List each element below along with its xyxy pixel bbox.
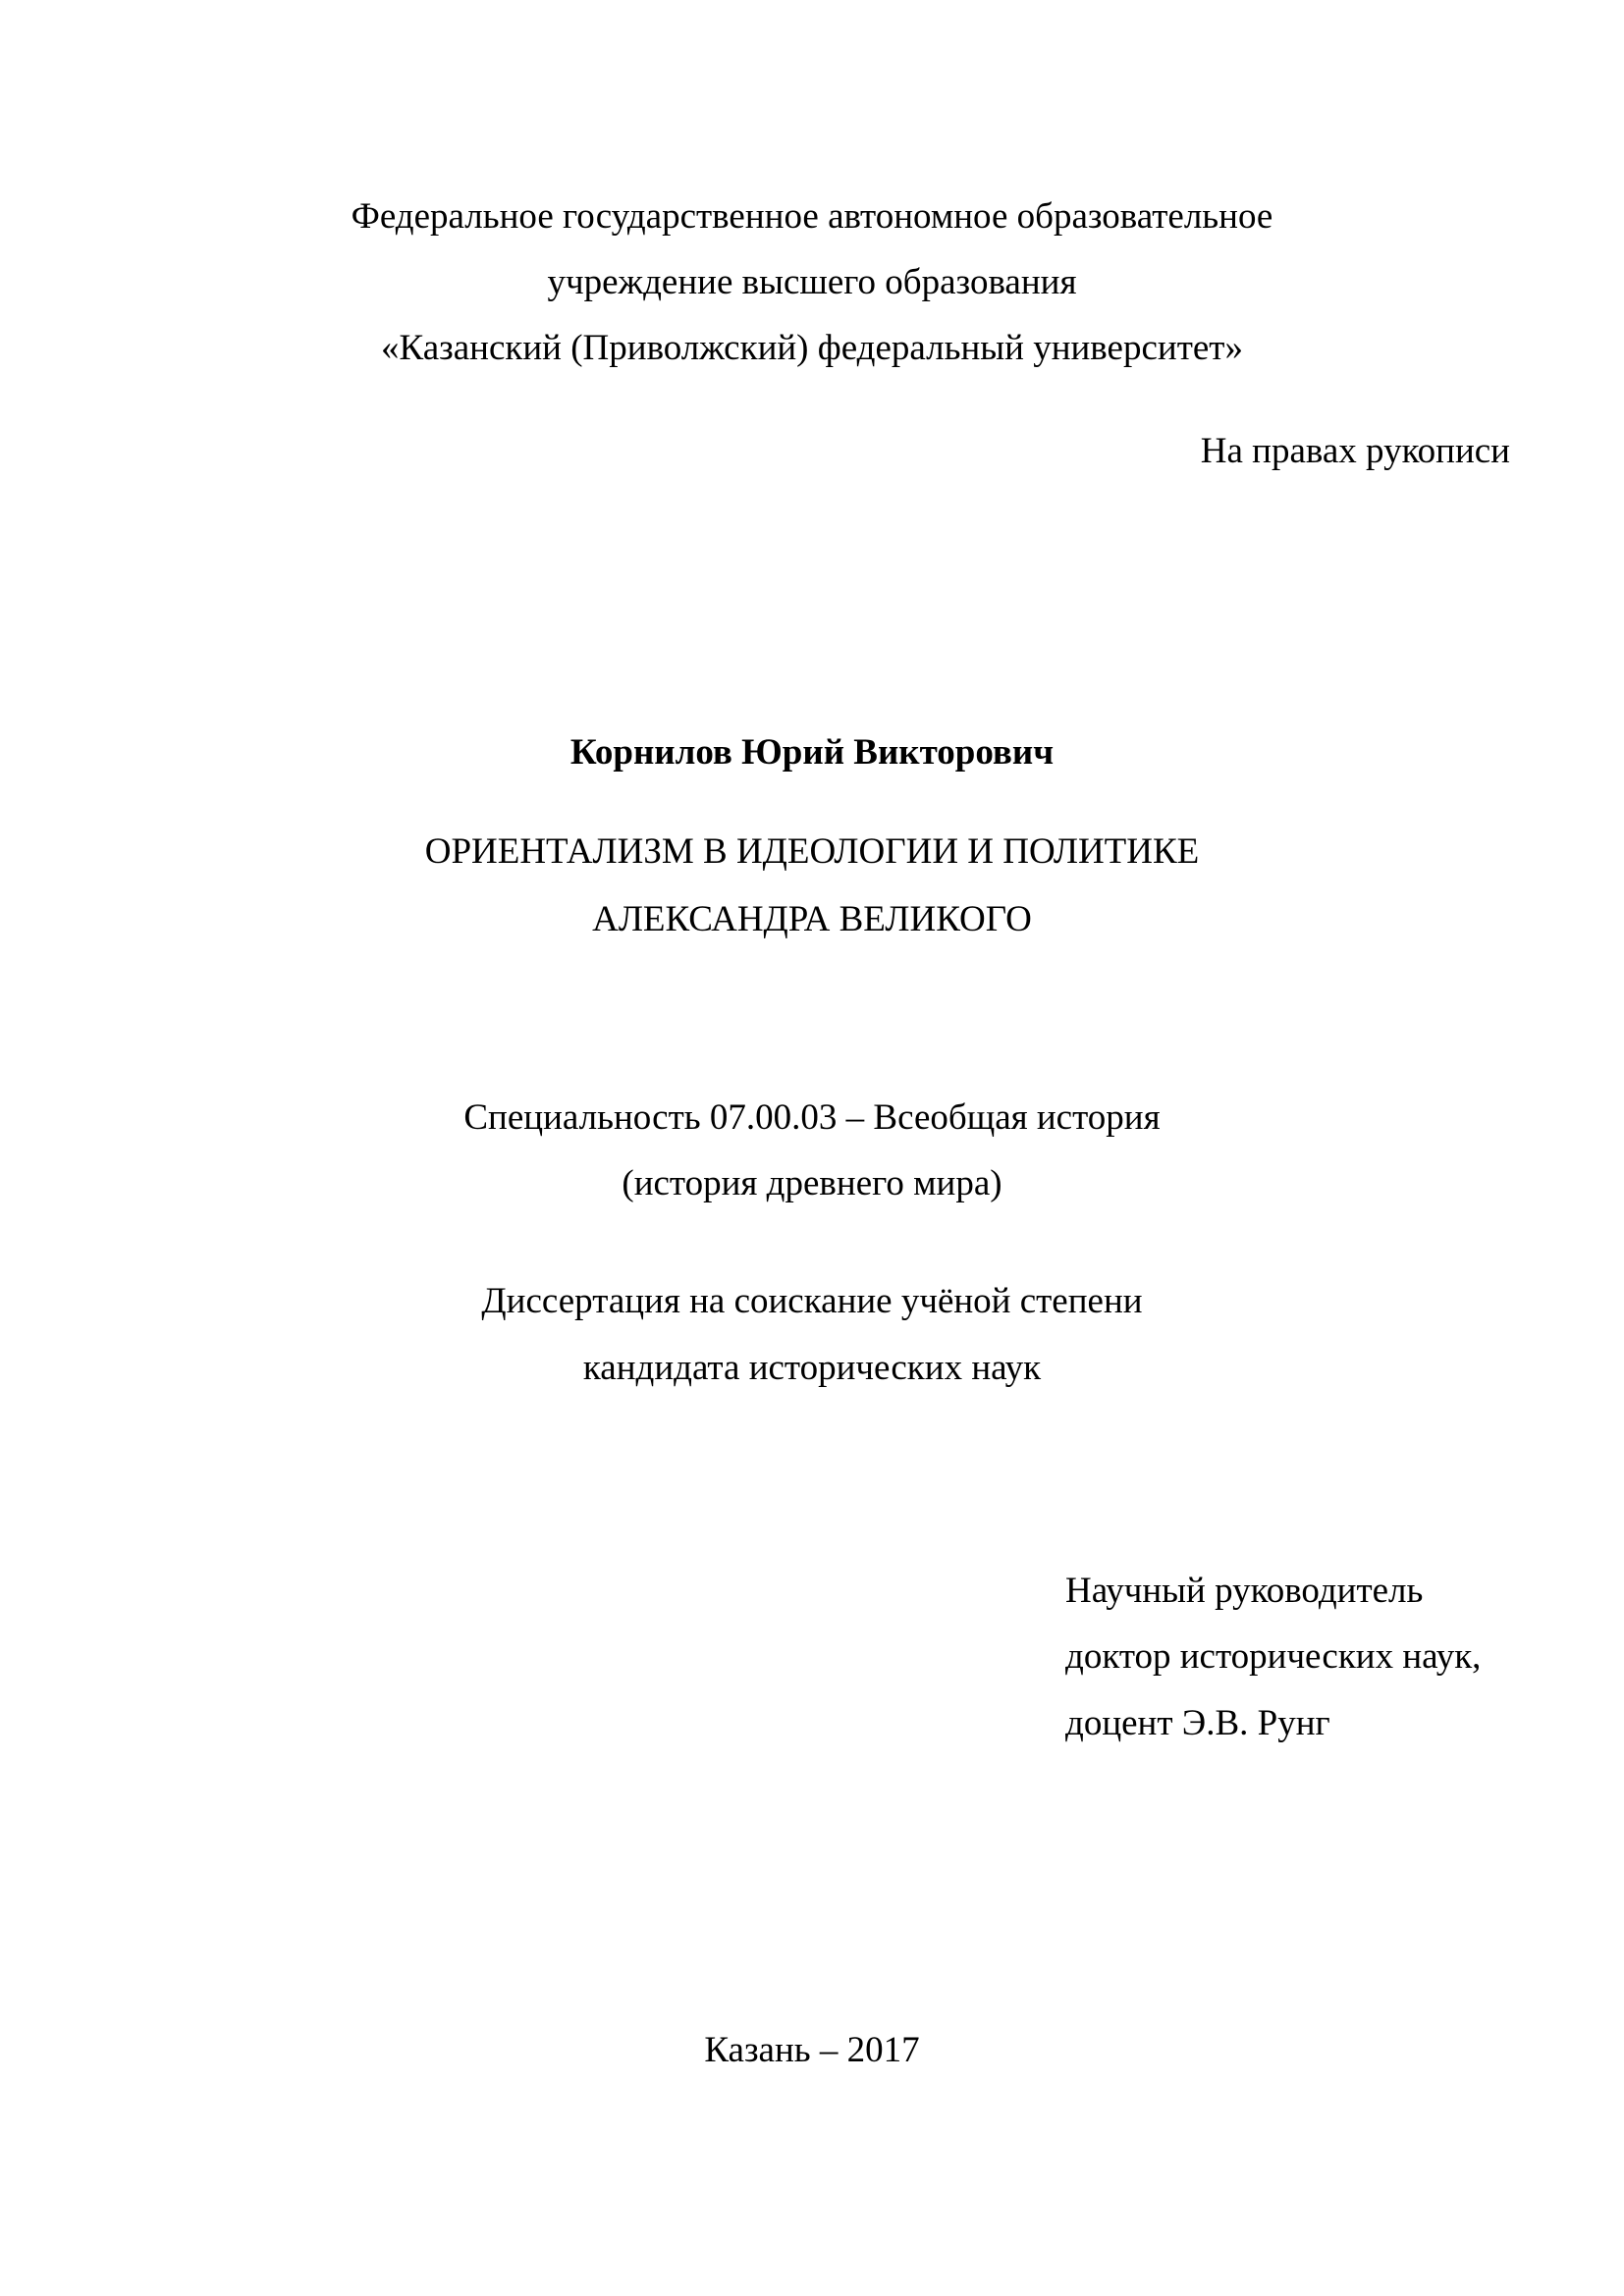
author-name: Корнилов Юрий Викторович [569, 732, 1055, 773]
specialty-line-2: (история древнего мира) [622, 1163, 1002, 1203]
title-line-1: ОРИЕНТАЛИЗМ В ИДЕОЛОГИИ И ПОЛИТИКЕ [424, 831, 1200, 872]
title-line-2: АЛЕКСАНДРА ВЕЛИКОГО [592, 899, 1032, 939]
institution-line-3: «Казанский (Приволжский) федеральный университет» [381, 328, 1243, 368]
manuscript-note: На правах рукописи [1200, 431, 1510, 471]
place-year: Казань – 2017 [704, 2030, 920, 2070]
degree-line-2: кандидата исторических наук [582, 1348, 1042, 1388]
degree-line-1: Диссертация на соискание учёной степени [481, 1281, 1143, 1321]
institution-line-2: учреждение высшего образования [547, 262, 1077, 302]
supervisor-line-2: доктор исторических наук, [1065, 1636, 1482, 1677]
institution-line-1: Федеральное государственное автономное образовательное [351, 196, 1273, 237]
specialty-line-1: Специальность 07.00.03 – Всеобщая история [463, 1097, 1161, 1138]
supervisor-line-3: доцент Э.В. Рунг [1065, 1703, 1330, 1743]
supervisor-line-1: Научный руководитель [1065, 1571, 1424, 1611]
